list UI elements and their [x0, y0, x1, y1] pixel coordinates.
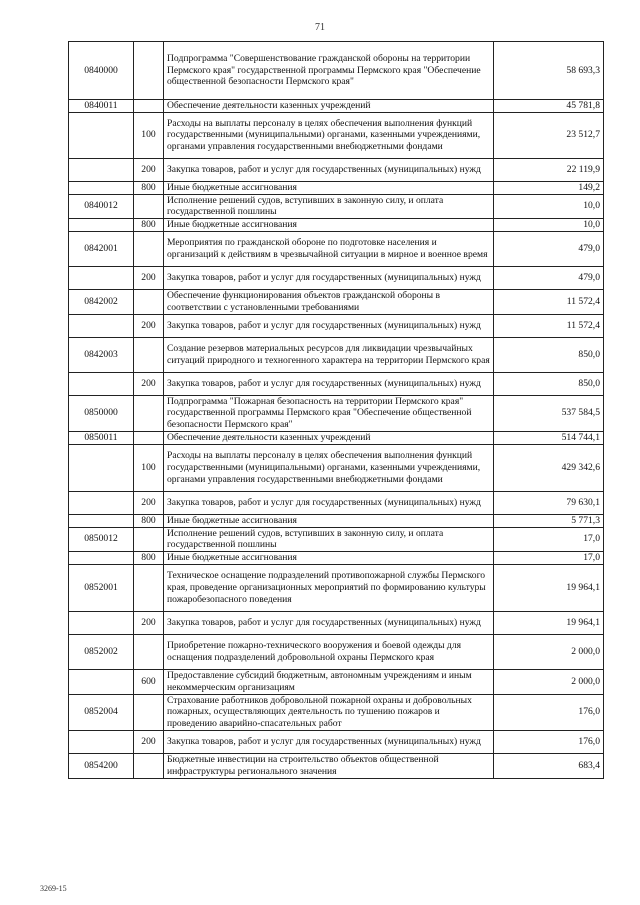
row-code-cell [69, 444, 134, 491]
row-code-cell [69, 552, 134, 565]
row-expense-type-cell: 800 [134, 552, 164, 565]
row-name-cell: Иные бюджетные ассигнования [164, 514, 494, 527]
row-sum-cell: 479,0 [494, 231, 604, 266]
row-code-cell: 0840011 [69, 100, 134, 113]
row-code-cell: 0850012 [69, 527, 134, 552]
table-row [69, 431, 604, 444]
row-code-cell [69, 266, 134, 289]
row-name-cell: Закупка товаров, работ и услуг для государственных (муниципальных) нужд [164, 314, 494, 337]
row-name-cell: Иные бюджетные ассигнования [164, 219, 494, 232]
row-name-cell: Иные бюджетные ассигнования [164, 181, 494, 194]
row-sum-cell: 429 342,6 [494, 444, 604, 491]
row-name-cell: Страхование работников добровольной пожарной охраны и добровольных пожарных, осуществляющих деятельность по тушению пожаров и проведению аварийно-спасательных работ [164, 694, 494, 730]
row-name-cell: Подпрограмма "Пожарная безопасность на территории Пермского края" государственной программы Пермского края "Обеспечение общественной безопасности Пермского края" [164, 395, 494, 431]
table-row [69, 219, 604, 232]
row-expense-type-cell: 100 [134, 444, 164, 491]
table-row [69, 266, 604, 289]
row-sum-cell: 11 572,4 [494, 289, 604, 314]
row-name-cell: Закупка товаров, работ и услуг для государственных (муниципальных) нужд [164, 730, 494, 753]
row-expense-type-cell: 600 [134, 669, 164, 694]
row-sum-cell: 23 512,7 [494, 112, 604, 158]
table-row [69, 372, 604, 395]
row-sum-cell: 10,0 [494, 194, 604, 219]
row-code-cell [69, 314, 134, 337]
row-sum-cell: 5 771,3 [494, 514, 604, 527]
table-row [69, 42, 604, 100]
row-sum-cell: 537 584,5 [494, 395, 604, 431]
row-expense-type-cell: 100 [134, 112, 164, 158]
row-name-cell: Обеспечение функционирования объектов гражданской обороны в соответствии с установленными требованиями [164, 289, 494, 314]
row-expense-type-cell [134, 753, 164, 778]
row-expense-type-cell [134, 694, 164, 730]
row-expense-type-cell: 200 [134, 730, 164, 753]
row-expense-type-cell [134, 231, 164, 266]
row-expense-type-cell [134, 337, 164, 372]
row-code-cell [69, 158, 134, 181]
table-row [69, 395, 604, 431]
row-code-cell: 0842001 [69, 231, 134, 266]
row-sum-cell: 2 000,0 [494, 634, 604, 669]
table-row [69, 337, 604, 372]
row-name-cell: Закупка товаров, работ и услуг для государственных (муниципальных) нужд [164, 611, 494, 634]
row-code-cell [69, 611, 134, 634]
row-sum-cell: 514 744,1 [494, 431, 604, 444]
row-expense-type-cell [134, 100, 164, 113]
row-code-cell: 0850000 [69, 395, 134, 431]
table-row [69, 527, 604, 552]
table-row [69, 730, 604, 753]
table-row [69, 611, 604, 634]
table-row [69, 669, 604, 694]
row-code-cell: 0842003 [69, 337, 134, 372]
row-sum-cell: 850,0 [494, 337, 604, 372]
table-row [69, 289, 604, 314]
row-expense-type-cell [134, 527, 164, 552]
row-expense-type-cell: 200 [134, 491, 164, 514]
row-expense-type-cell: 200 [134, 611, 164, 634]
table-row [69, 552, 604, 565]
row-sum-cell: 17,0 [494, 552, 604, 565]
row-name-cell: Закупка товаров, работ и услуг для государственных (муниципальных) нужд [164, 158, 494, 181]
row-name-cell: Мероприятия по гражданской обороне по подготовке населения и организаций к действиям в чрезвычайной ситуации в мирное и военное время [164, 231, 494, 266]
budget-table [68, 41, 604, 779]
row-expense-type-cell [134, 395, 164, 431]
row-expense-type-cell [134, 431, 164, 444]
row-code-cell: 0852004 [69, 694, 134, 730]
row-expense-type-cell: 800 [134, 514, 164, 527]
table-row [69, 753, 604, 778]
row-expense-type-cell: 200 [134, 372, 164, 395]
row-name-cell: Расходы на выплаты персоналу в целях обеспечения выполнения функций государственными (муниципальными) органами, казенными учреждениями, органами управления государственными внебюджетными фондами [164, 444, 494, 491]
row-expense-type-cell [134, 42, 164, 100]
row-expense-type-cell [134, 194, 164, 219]
row-sum-cell: 176,0 [494, 694, 604, 730]
row-name-cell: Закупка товаров, работ и услуг для государственных (муниципальных) нужд [164, 372, 494, 395]
row-name-cell: Иные бюджетные ассигнования [164, 552, 494, 565]
row-expense-type-cell [134, 634, 164, 669]
row-sum-cell: 683,4 [494, 753, 604, 778]
row-sum-cell: 2 000,0 [494, 669, 604, 694]
row-name-cell: Предоставление субсидий бюджетным, автономным учреждениям и иным некоммерческим организациям [164, 669, 494, 694]
document-footer-code: 3269-15 [40, 884, 67, 893]
row-code-cell [69, 669, 134, 694]
row-code-cell: 0842002 [69, 289, 134, 314]
row-code-cell [69, 219, 134, 232]
row-sum-cell: 58 693,3 [494, 42, 604, 100]
row-name-cell: Исполнение решений судов, вступивших в законную силу, и оплата государственной пошлины [164, 527, 494, 552]
table-row [69, 491, 604, 514]
row-sum-cell: 79 630,1 [494, 491, 604, 514]
table-row [69, 634, 604, 669]
row-sum-cell: 45 781,8 [494, 100, 604, 113]
row-code-cell: 0850011 [69, 431, 134, 444]
row-code-cell [69, 730, 134, 753]
row-code-cell [69, 372, 134, 395]
row-name-cell: Закупка товаров, работ и услуг для государственных (муниципальных) нужд [164, 491, 494, 514]
row-name-cell: Бюджетные инвестиции на строительство объектов общественной инфраструктуры регионального значения [164, 753, 494, 778]
row-code-cell [69, 491, 134, 514]
table-row [69, 158, 604, 181]
row-name-cell: Исполнение решений судов, вступивших в законную силу, и оплата государственной пошлины [164, 194, 494, 219]
row-code-cell: 0852001 [69, 564, 134, 611]
row-name-cell: Создание резервов материальных ресурсов для ликвидации чрезвычайных ситуаций природного и техногенного характера на территории Пермского края [164, 337, 494, 372]
row-expense-type-cell: 200 [134, 266, 164, 289]
table-row [69, 181, 604, 194]
row-sum-cell: 19 964,1 [494, 564, 604, 611]
table-row [69, 444, 604, 491]
row-sum-cell: 850,0 [494, 372, 604, 395]
row-code-cell: 0852002 [69, 634, 134, 669]
row-expense-type-cell: 800 [134, 181, 164, 194]
table-row [69, 100, 604, 113]
page-number: 71 [315, 22, 325, 33]
row-expense-type-cell: 200 [134, 314, 164, 337]
row-name-cell: Подпрограмма "Совершенствование гражданской обороны на территории Пермского края" государственной программы Пермского края "Обеспечение общественной безопасности Пермского края" [164, 42, 494, 100]
row-name-cell: Приобретение пожарно-технического вооружения и боевой одежды для оснащения подразделений добровольной охраны Пермского края [164, 634, 494, 669]
row-sum-cell: 19 964,1 [494, 611, 604, 634]
row-name-cell: Обеспечение деятельности казенных учреждений [164, 431, 494, 444]
row-sum-cell: 176,0 [494, 730, 604, 753]
row-sum-cell: 11 572,4 [494, 314, 604, 337]
row-code-cell: 0840012 [69, 194, 134, 219]
table-row [69, 694, 604, 730]
row-sum-cell: 17,0 [494, 527, 604, 552]
row-sum-cell: 479,0 [494, 266, 604, 289]
row-expense-type-cell: 200 [134, 158, 164, 181]
row-code-cell: 0840000 [69, 42, 134, 100]
row-name-cell: Обеспечение деятельности казенных учреждений [164, 100, 494, 113]
row-expense-type-cell: 800 [134, 219, 164, 232]
row-code-cell [69, 181, 134, 194]
table-row [69, 314, 604, 337]
row-expense-type-cell [134, 564, 164, 611]
row-code-cell [69, 112, 134, 158]
row-code-cell [69, 514, 134, 527]
table-row [69, 564, 604, 611]
row-code-cell: 0854200 [69, 753, 134, 778]
table-row [69, 514, 604, 527]
table-row [69, 194, 604, 219]
row-sum-cell: 149,2 [494, 181, 604, 194]
row-sum-cell: 10,0 [494, 219, 604, 232]
table-row [69, 231, 604, 266]
table-row [69, 112, 604, 158]
row-sum-cell: 22 119,9 [494, 158, 604, 181]
row-name-cell: Техническое оснащение подразделений противопожарной службы Пермского края, проведение организационных мероприятий по формированию культуры пожаробезопасного поведения [164, 564, 494, 611]
row-name-cell: Закупка товаров, работ и услуг для государственных (муниципальных) нужд [164, 266, 494, 289]
row-name-cell: Расходы на выплаты персоналу в целях обеспечения выполнения функций государственными (муниципальными) органами, казенными учреждениями, органами управления государственными внебюджетными фондами [164, 112, 494, 158]
row-expense-type-cell [134, 289, 164, 314]
